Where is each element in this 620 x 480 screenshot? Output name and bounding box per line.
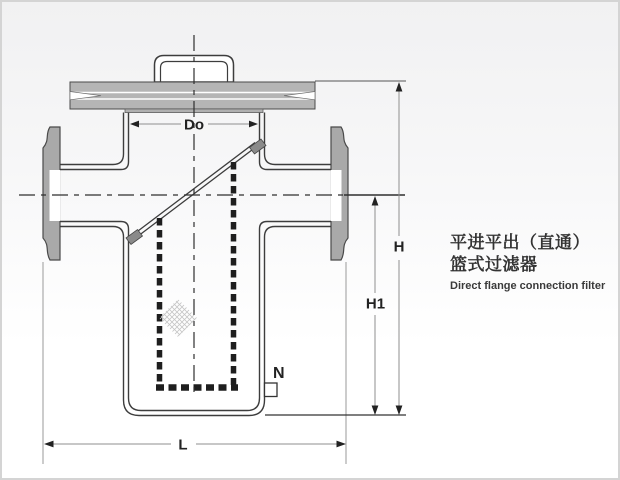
cover-flange	[70, 82, 315, 113]
drain-nozzle	[265, 365, 285, 397]
outlet-flange	[331, 127, 349, 260]
dim-h1	[366, 196, 385, 415]
extension-lines	[43, 81, 406, 464]
inlet-flange	[43, 127, 61, 260]
dim-label-do: Do	[184, 116, 204, 134]
dim-h	[394, 82, 405, 415]
mesh-hatch-patch	[159, 299, 197, 337]
title-block	[450, 232, 615, 292]
mesh-screen-diagonal	[126, 139, 266, 245]
dim-label-l: L	[178, 436, 188, 454]
vessel-body	[60, 113, 331, 416]
product-subtitle-en: Direct flange connection filter	[450, 280, 606, 292]
dim-do	[130, 117, 258, 134]
product-title-zh-line1: 平进平出（直通）	[450, 233, 590, 252]
dim-label-n: N	[273, 365, 285, 382]
dim-l	[44, 437, 346, 454]
dim-label-h1: H1	[365, 295, 386, 313]
product-title-zh-line2: 篮式过滤器	[450, 255, 538, 274]
filter-basket	[156, 162, 238, 388]
dim-label-h: H	[393, 238, 405, 256]
